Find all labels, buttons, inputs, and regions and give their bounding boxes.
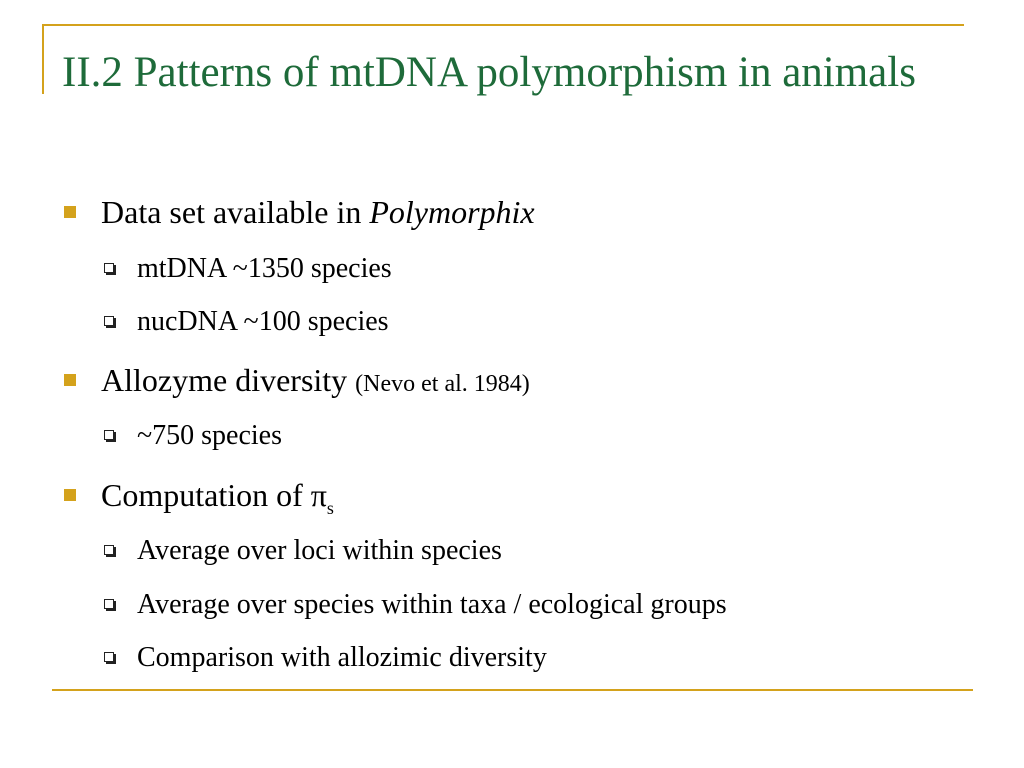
bullet-text: Computation of xyxy=(101,477,311,513)
subitem-average-species xyxy=(137,589,727,621)
hollow-square-bullet-icon xyxy=(104,652,114,662)
subitem-mtdna xyxy=(137,253,392,285)
pi-symbol: π xyxy=(310,477,327,513)
bullet-text: Allozyme diversity xyxy=(101,362,356,398)
bullet-computation xyxy=(101,477,334,526)
square-bullet-icon xyxy=(64,374,76,386)
hollow-square-bullet-icon xyxy=(104,263,114,273)
subitem-comparison xyxy=(137,642,547,674)
bullet-italic-term: Polymorphix xyxy=(369,194,535,230)
hollow-square-bullet-icon xyxy=(104,599,114,609)
square-bullet-icon xyxy=(64,489,76,501)
subitem-average-loci xyxy=(137,535,502,567)
bullet-data-set xyxy=(101,194,535,230)
bullet-citation: (Nevo et al. 1984) xyxy=(355,371,530,397)
hollow-square-bullet-icon xyxy=(104,430,114,440)
hollow-square-bullet-icon xyxy=(104,545,114,555)
square-bullet-icon xyxy=(64,206,76,218)
slide-title: II.2 Patterns of mtDNA polymorphism in animals xyxy=(62,49,916,96)
subitem-text: nucDNA ~100 species xyxy=(137,306,389,337)
subitem-nucdna xyxy=(137,306,389,338)
subitem-text: ~750 species xyxy=(137,420,283,451)
pi-subscript: s xyxy=(326,498,334,518)
frame-bottom-rule xyxy=(52,689,973,691)
hollow-square-bullet-icon xyxy=(104,316,114,326)
subitem-text: Comparison with allozimic diversity xyxy=(137,642,547,673)
subitem-text: mtDNA ~1350 species xyxy=(137,253,392,284)
subitem-text: Average over loci within species xyxy=(137,535,502,566)
bullet-allozyme xyxy=(101,362,530,402)
subitem-750 xyxy=(137,420,282,452)
subitem-text: Average over species within taxa / ecological groups xyxy=(137,589,727,620)
bullet-text: Data set available in xyxy=(101,194,370,230)
